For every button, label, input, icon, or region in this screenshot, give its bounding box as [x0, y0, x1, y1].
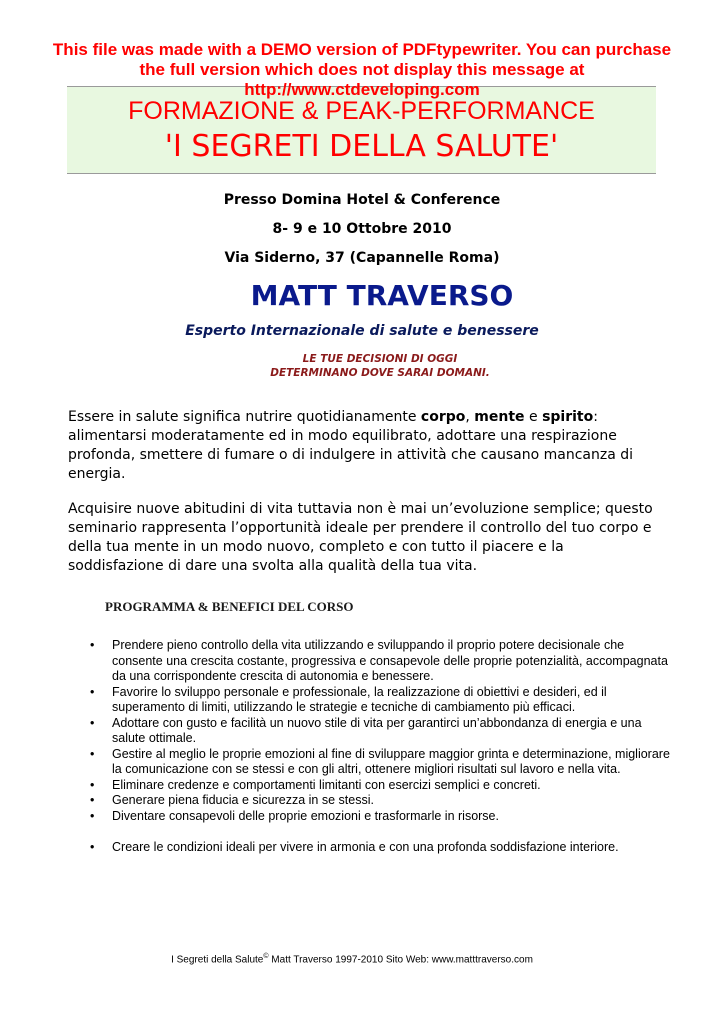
- benefits-list: [90, 638, 670, 856]
- demo-watermark-banner: [0, 40, 724, 100]
- footer-title: I Segreti della Salute: [171, 954, 264, 966]
- page-footer: [0, 950, 704, 967]
- list-item: [90, 638, 670, 685]
- intro-paragraph: [68, 408, 658, 484]
- demo-banner-link[interactable]: http://www.ctdeveloping.com: [244, 80, 480, 99]
- copyright-mark: ©: [263, 953, 269, 960]
- intro-bold-mente: mente: [474, 409, 525, 425]
- list-item-text: Favorire lo sviluppo personale e professionale, la realizzazione di obiettivi e desideri, ed il superamento di limiti, utilizzando le strategie e tecniche di cambiamento più efficaci.: [112, 684, 607, 714]
- bullet-icon: •: [90, 793, 95, 807]
- program-heading: PROGRAMMA & BENEFICI DEL CORSO: [105, 599, 354, 614]
- list-item: [90, 840, 670, 856]
- bullet-icon: •: [90, 777, 95, 792]
- list-item-text: Generare piena fiducia e sicurezza in se stessi.: [112, 793, 374, 807]
- list-item: [90, 809, 670, 825]
- list-item: [90, 685, 670, 716]
- event-venue: Presso Domina Hotel & Conference: [223, 192, 501, 208]
- list-item-text: Creare le condizioni ideali per vivere in armonia e con una profonda soddisfazione interiore.: [112, 840, 619, 854]
- intro-bold-corpo: corpo: [420, 409, 466, 425]
- speaker-name: MATT TRAVERSO: [250, 279, 514, 312]
- event-info: [0, 188, 724, 275]
- list-item-text: Diventare consapevoli delle proprie emozioni e trasformarle in risorse.: [112, 808, 499, 823]
- page-subtitle: 'I SEGRETI DELLA SALUTE': [164, 129, 559, 164]
- list-item-text: Prendere pieno controllo della vita utilizzando e sviluppando il proprio potere decisionale che consente una crescita costante, progressiva e consapevole delle proprie potenzialità, accompagnata da una corrispondente crescita di autonomia e benessere.: [112, 638, 668, 683]
- event-address: Via Siderno, 37 (Capannelle Roma): [224, 250, 500, 266]
- list-item: [90, 793, 670, 809]
- bullet-icon: •: [90, 840, 95, 854]
- demo-banner-line-2: the full version which does not display this message at: [139, 60, 585, 79]
- bullet-icon: •: [90, 808, 95, 823]
- motto: [0, 352, 724, 380]
- list-item-text: Eliminare credenze e comportamenti limitanti con esercizi semplici e concreti.: [112, 777, 541, 792]
- list-item: [90, 747, 670, 778]
- intro-bold-spirito: spirito: [542, 409, 594, 425]
- page-title: FORMAZIONE & PEAK-PERFORMANCE: [128, 97, 595, 125]
- seminar-paragraph: Acquisire nuove abitudini di vita tuttavia non è mai un’evoluzione semplice; questo seminario rappresenta l’opportunità ideale per prendere il controllo del tuo corpo e della tua mente in un modo nuovo, completo e con tutto il piacere e la soddisfazione di dare una svolta alla qualità della tua vita.: [68, 501, 653, 574]
- event-dates: 8- 9 e 10 Ottobre 2010: [272, 221, 452, 237]
- list-item: [90, 778, 670, 794]
- intro-text-b: : alimentarsi moderatamente ed in modo equilibrato, adottare una respirazione profonda, smettere di fumare o di indulgere in attività che causano mancanza di energia.: [68, 409, 633, 482]
- motto-line-1: LE TUE DECISIONI DI OGGI: [302, 353, 458, 365]
- intro-sep-1: ,: [465, 409, 475, 425]
- bullet-icon: •: [90, 638, 95, 652]
- speaker-role: Esperto Internazionale di salute e benessere: [185, 323, 539, 339]
- bullet-icon: •: [90, 746, 95, 761]
- footer-credits: Matt Traverso 1997-2010 Sito Web: www.matttraverso.com: [268, 954, 533, 966]
- motto-line-2: DETERMINANO DOVE SARAI DOMANI.: [270, 367, 490, 379]
- list-item: [90, 716, 670, 747]
- intro-sep-2: e: [524, 409, 543, 425]
- list-item-text: Gestire al meglio le proprie emozioni al fine di sviluppare maggior grinta e determinazione, migliorare la comunicazione con se stessi e con gli altri, ottenere migliori risultati sul lavoro e nella vita.: [112, 746, 670, 776]
- bullet-icon: •: [90, 715, 95, 730]
- demo-banner-line-1: This file was made with a DEMO version of PDFtypewriter. You can purchase: [52, 40, 672, 59]
- bullet-icon: •: [90, 684, 95, 699]
- list-item-text: Adottare con gusto e facilità un nuovo stile di vita per garantirci un’abbondanza di energia e una salute ottimale.: [112, 715, 642, 745]
- intro-text-a: Essere in salute significa nutrire quotidianamente: [68, 409, 421, 425]
